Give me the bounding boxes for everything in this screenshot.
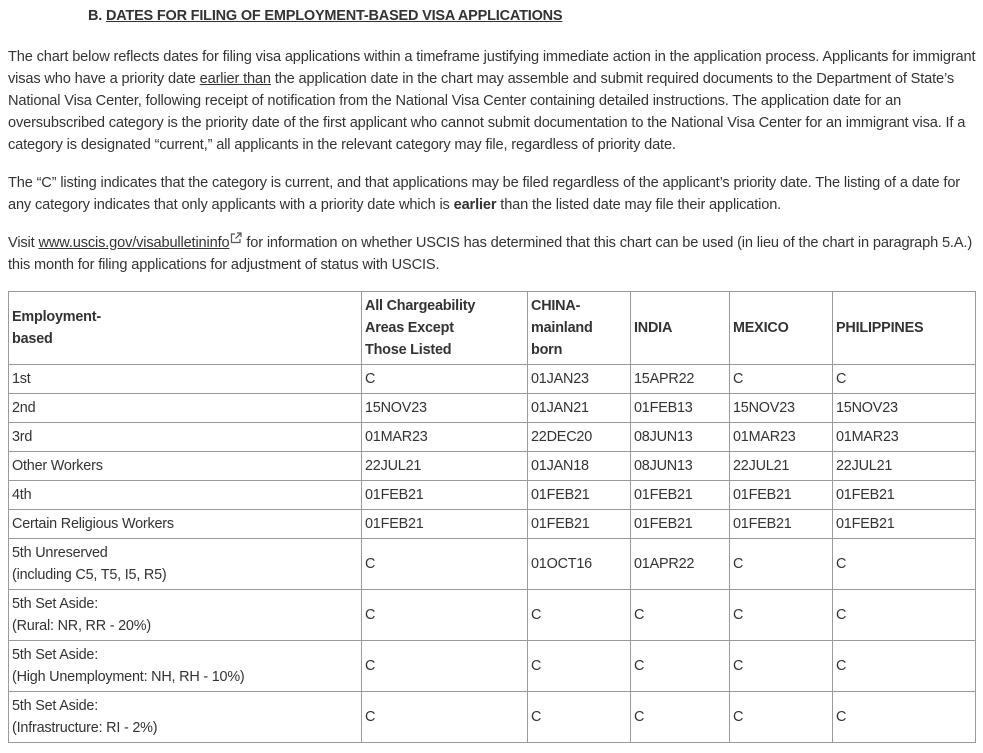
header-text-line: INDIA [634,320,673,336]
category-text-line: (High Unemployment: NH, RH - 10%) [12,669,245,685]
table-row [9,423,976,452]
date-cell: 22JUL21 [362,452,528,481]
date-cell: C [362,590,528,641]
category-text-line: Other Workers [12,458,103,474]
uscis-text-end: for information on whether USCIS has determined that this chart can be used (in lieu of the chart in paragraph 5.A.) this month for filing applications for adjustment of status with USCIS. [8,235,973,273]
table-row [9,641,976,692]
date-cell: C [631,590,730,641]
table-row [9,510,976,539]
header-employment-based [9,292,362,365]
section-title: DATES FOR FILING OF EMPLOYMENT-BASED VISA APPLICATIONS [105,8,563,24]
date-cell: C [528,590,631,641]
table-row [9,481,976,510]
category-cell [9,539,362,590]
date-cell: 08JUN13 [631,452,730,481]
intro-text-start: The chart below reflects dates for filing visa applications within a timeframe justifying immediate action in the application process. Applicants for immigrant visas who have a priority date [8,49,976,87]
date-cell: 01FEB21 [362,510,528,539]
uscis-text-start: Visit [8,235,39,251]
category-text-line: 2nd [12,400,36,416]
header-china [528,292,631,365]
date-cell: C [730,365,833,394]
date-cell: 01FEB21 [631,510,730,539]
date-cell: C [362,692,528,743]
header-mexico [730,292,833,365]
category-cell [9,641,362,692]
date-cell: 01FEB13 [631,394,730,423]
date-cell: C [362,641,528,692]
table-row [9,692,976,743]
date-cell: 01FEB21 [528,481,631,510]
uscis-paragraph [8,232,978,276]
category-text-line: 5th Set Aside: [12,698,99,714]
date-cell: C [833,365,976,394]
header-philippines [833,292,976,365]
date-cell: 01JAN23 [528,365,631,394]
date-cell: 01FEB21 [362,481,528,510]
date-cell: 15NOV23 [362,394,528,423]
table-row [9,365,976,394]
header-text-line: Areas Except [365,320,454,336]
date-cell: C [730,641,833,692]
category-text-line: Certain Religious Workers [12,516,174,532]
date-cell: C [528,692,631,743]
date-cell: 15NOV23 [730,394,833,423]
date-cell: 01FEB21 [730,481,833,510]
date-cell: C [631,641,730,692]
intro-underlined-text: earlier than [199,71,271,87]
header-all-chargeability [362,292,528,365]
date-cell: C [730,539,833,590]
category-cell [9,452,362,481]
section-heading [88,8,562,24]
category-cell [9,423,362,452]
date-cell: 08JUN13 [631,423,730,452]
date-cell: 22JUL21 [833,452,976,481]
date-cell: 01FEB21 [528,510,631,539]
date-cell: 01FEB21 [730,510,833,539]
category-text-line: 3rd [12,429,33,445]
header-text-line: MEXICO [733,320,789,336]
date-cell: C [833,539,976,590]
current-text-end: than the listed date may file their application. [496,197,782,213]
category-text-line: 5th Set Aside: [12,647,99,663]
date-cell: 01JAN18 [528,452,631,481]
date-cell: 15NOV23 [833,394,976,423]
category-cell [9,365,362,394]
category-text-line: 1st [12,371,31,387]
header-text-line: Those Listed [365,342,452,358]
current-listing-paragraph [8,172,978,216]
header-text-line: All Chargeability [365,298,476,314]
header-text-line: CHINA- [531,298,581,314]
table-header-row [9,292,976,365]
date-cell: 01FEB21 [833,481,976,510]
table-body [9,365,976,743]
header-text-line: mainland [531,320,593,336]
date-cell: 01FEB21 [631,481,730,510]
date-cell: C [730,590,833,641]
category-cell [9,481,362,510]
date-cell: 22JUL21 [730,452,833,481]
date-cell: C [833,641,976,692]
category-text-line: 5th Unreserved [12,545,108,561]
category-cell [9,590,362,641]
category-cell [9,510,362,539]
date-cell: 01MAR23 [730,423,833,452]
header-text-line: based [12,331,53,347]
intro-text-end: the application date in the chart may assemble and submit required documents to the Department of State’s National Visa Center, following receipt of notification from the National Visa Center containing detailed instructions. The application date for an oversubscribed category is the priority date of the first applicant who cannot submit documentation to the National Visa Center for an immigrant visa. If a category is designated “current,” all applicants in the relevant category may file, regardless of priority date. [8,71,966,153]
date-cell: C [362,539,528,590]
date-cell: 01MAR23 [833,423,976,452]
date-cell: 01APR22 [631,539,730,590]
category-text-line: 4th [12,487,32,503]
date-cell: 01FEB21 [833,510,976,539]
date-cell: C [833,692,976,743]
external-link-icon[interactable] [230,232,242,244]
category-cell [9,394,362,423]
table-row [9,394,976,423]
current-bold-text: earlier [453,197,497,213]
date-cell: C [362,365,528,394]
date-cell: 22DEC20 [528,423,631,452]
current-text-start: The “C” listing indicates that the category is current, and that applications may be filed regardless of the applicant’s priority date. The listing of a date for any category indicates that only applicants with a priority date which is [8,175,960,213]
category-text-line: 5th Set Aside: [12,596,99,612]
filing-dates-table [8,291,976,743]
date-cell: C [528,641,631,692]
date-cell: 15APR22 [631,365,730,394]
table-row [9,539,976,590]
category-cell [9,692,362,743]
table-row [9,452,976,481]
date-cell: 01JAN21 [528,394,631,423]
table-row [9,590,976,641]
category-text-line: (including C5, T5, I5, R5) [12,567,167,583]
header-text-line: born [531,342,563,358]
intro-paragraph [8,46,978,156]
header-india [631,292,730,365]
date-cell: 01OCT16 [528,539,631,590]
category-text-line: (Rural: NR, RR - 20%) [12,618,151,634]
uscis-link[interactable]: www.uscis.gov/visabulletininfo [38,235,230,251]
date-cell: C [730,692,833,743]
date-cell: 01MAR23 [362,423,528,452]
date-cell: C [833,590,976,641]
section-letter: B. [88,8,103,24]
category-text-line: (Infrastructure: RI - 2%) [12,720,158,736]
header-text-line: Employment- [12,309,101,325]
date-cell: C [631,692,730,743]
header-text-line: PHILIPPINES [836,320,924,336]
